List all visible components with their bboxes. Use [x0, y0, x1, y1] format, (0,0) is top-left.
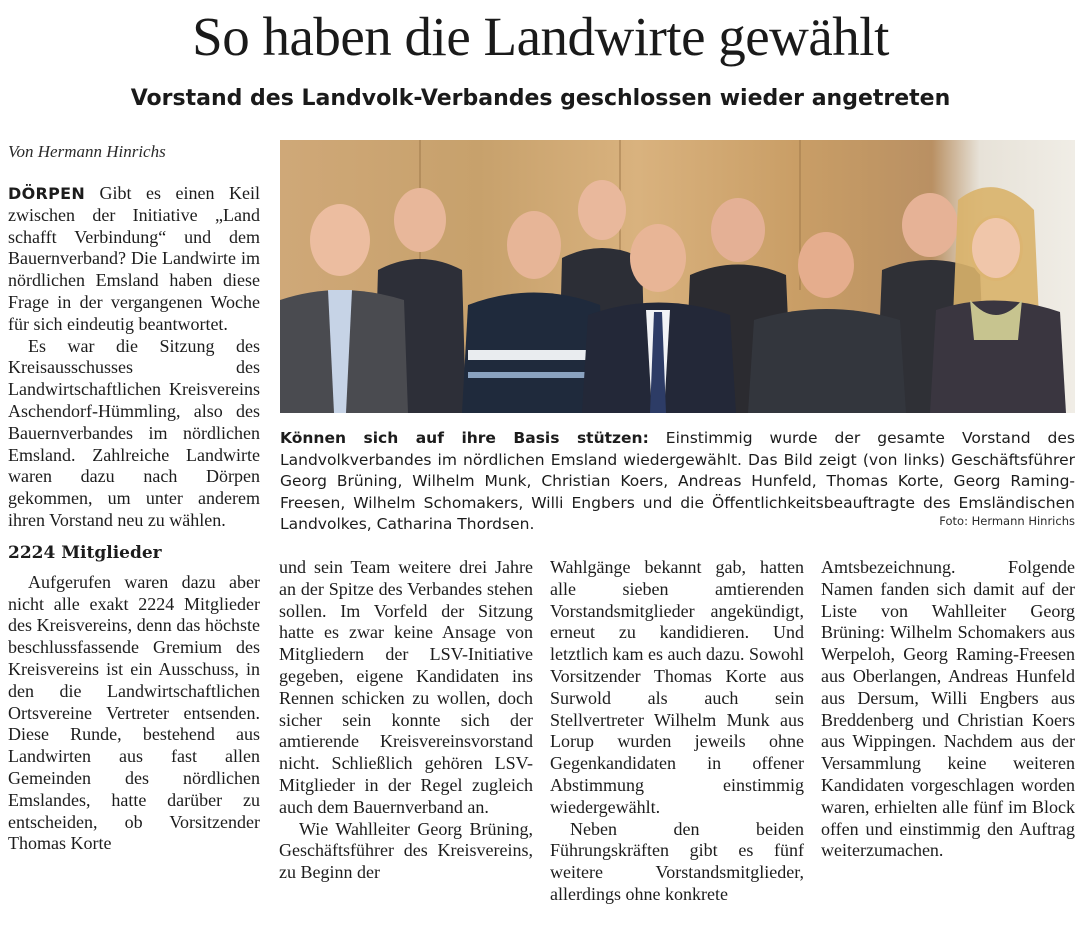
paragraph: Amtsbezeichnung. Folgende Namen fanden sich damit auf der Liste von Wahlleiter Georg Brüning: Wilhelm Schomakers aus Werpeloh, Georg Raming-Freesen aus Oberlangen, Andreas Hunfeld aus Dersum, Willi Engbers aus Breddenberg und Christian Koers aus Wippingen. Nachdem aus der Versammlung keine weiteren Kandidaten vorgeschlagen worden waren, erhielten alle fünf im Block offen und einstimmig den Auftrag weiterzumachen. [821, 557, 1075, 861]
photo-credit: Foto: Hermann Hinrichs [939, 514, 1075, 528]
caption-lead: Können sich auf ihre Basis stützen: [280, 429, 649, 447]
byline: Von Hermann Hinrichs [8, 142, 166, 161]
article-column-3 [550, 557, 804, 906]
group-photo [280, 140, 1075, 413]
article-column-4 [821, 557, 1075, 862]
paragraph: und sein Team weitere drei Jahre an der Spitze des Verbandes stehen sollen. Im Vorfeld der Sitzung hatte es zwar keine Ansage von Mitgliedern der LSV-Initiative gegeben, eigene Kandidaten ins Rennen schicken zu wollen, doch sicher sein konnte sich der amtierende Kreisvereinsvorstand nicht. Schließlich gehören LSV-Mitglieder in der Regel zugleich auch dem Bauernverband an. [279, 557, 533, 817]
headline: So haben die Landwirte gewählt [192, 6, 889, 67]
paragraph: Neben den beiden Führungskräften gibt es fünf weitere Vorstandsmitglieder, allerdings ohne konkrete [550, 818, 804, 904]
subheading: 2224 Mitglieder [8, 542, 162, 563]
article-column-1 [8, 183, 260, 855]
paragraph: Wie Wahlleiter Georg Brüning, Geschäftsführer des Kreisvereins, zu Beginn der [279, 818, 533, 883]
subheadline: Vorstand des Landvolk-Verbandes geschlossen wieder angetreten [130, 86, 951, 111]
caption-text: Einstimmig wurde der gesamte Vorstand des Landvolkverbandes im nördlichen Emsland wiedergewählt. Das Bild zeigt (von links) Geschäftsführer Georg Brüning, Wilhelm Munk, Christian Koers, Andreas Hunfeld, Thomas Korte, Georg Raming-Freesen, Wilhelm Schomakers, Willi Engbers und die Öffentlichkeitsbeauftragte des Emsländischen Landvolkes, Catharina Thordsen. [280, 429, 1075, 533]
lead-paragraph: DÖRPEN Gibt es einen Keil zwischen der Initiative „Land schafft Verbindung“ und dem Bauernverband? Die Landwirte im nördlichen Emsland haben diese Frage in der vergangenen Woche für sich eindeutig beantwortet. [8, 183, 260, 334]
paragraph: Aufgerufen waren dazu aber nicht alle exakt 2224 Mitglieder des Kreisvereins, denn das höchste beschlussfassende Gremium des Kreisvereins ist ein Ausschuss, in den die Landwirtschaftlichen Ortsvereine Vertreter entsenden. Diese Runde, bestehend aus Landwirten aus fast allen Gemeinden des nördlichen Emslandes, hatte darüber zu entscheiden, ob Vorsitzender Thomas Korte [8, 571, 260, 854]
paragraph: Es war die Sitzung des Kreisausschusses des Landwirtschaftlichen Kreisvereins Aschendorf-Hümmling, also des Bauernverbandes im nördlichen Emsland. Zahlreiche Landwirte waren dazu nach Dörpen gekommen, um unter anderem ihren Vorstand neu zu wählen. [8, 335, 260, 530]
dateline: DÖRPEN [8, 184, 86, 203]
group-photo-illustration [280, 140, 1075, 413]
article-column-2 [279, 557, 533, 884]
paragraph: Wahlgänge bekannt gab, hatten alle sieben amtierenden Vorstandsmitglieder angekündigt, erneut zu kandidieren. Und letztlich kam es auch dazu. Sowohl Vorsitzender Thomas Korte aus Surwold als auch sein Stellvertreter Wilhelm Munk aus Lorup wurden jeweils ohne Gegenkandidaten in offener Abstimmung einstimmig wiedergewählt. [550, 557, 804, 817]
